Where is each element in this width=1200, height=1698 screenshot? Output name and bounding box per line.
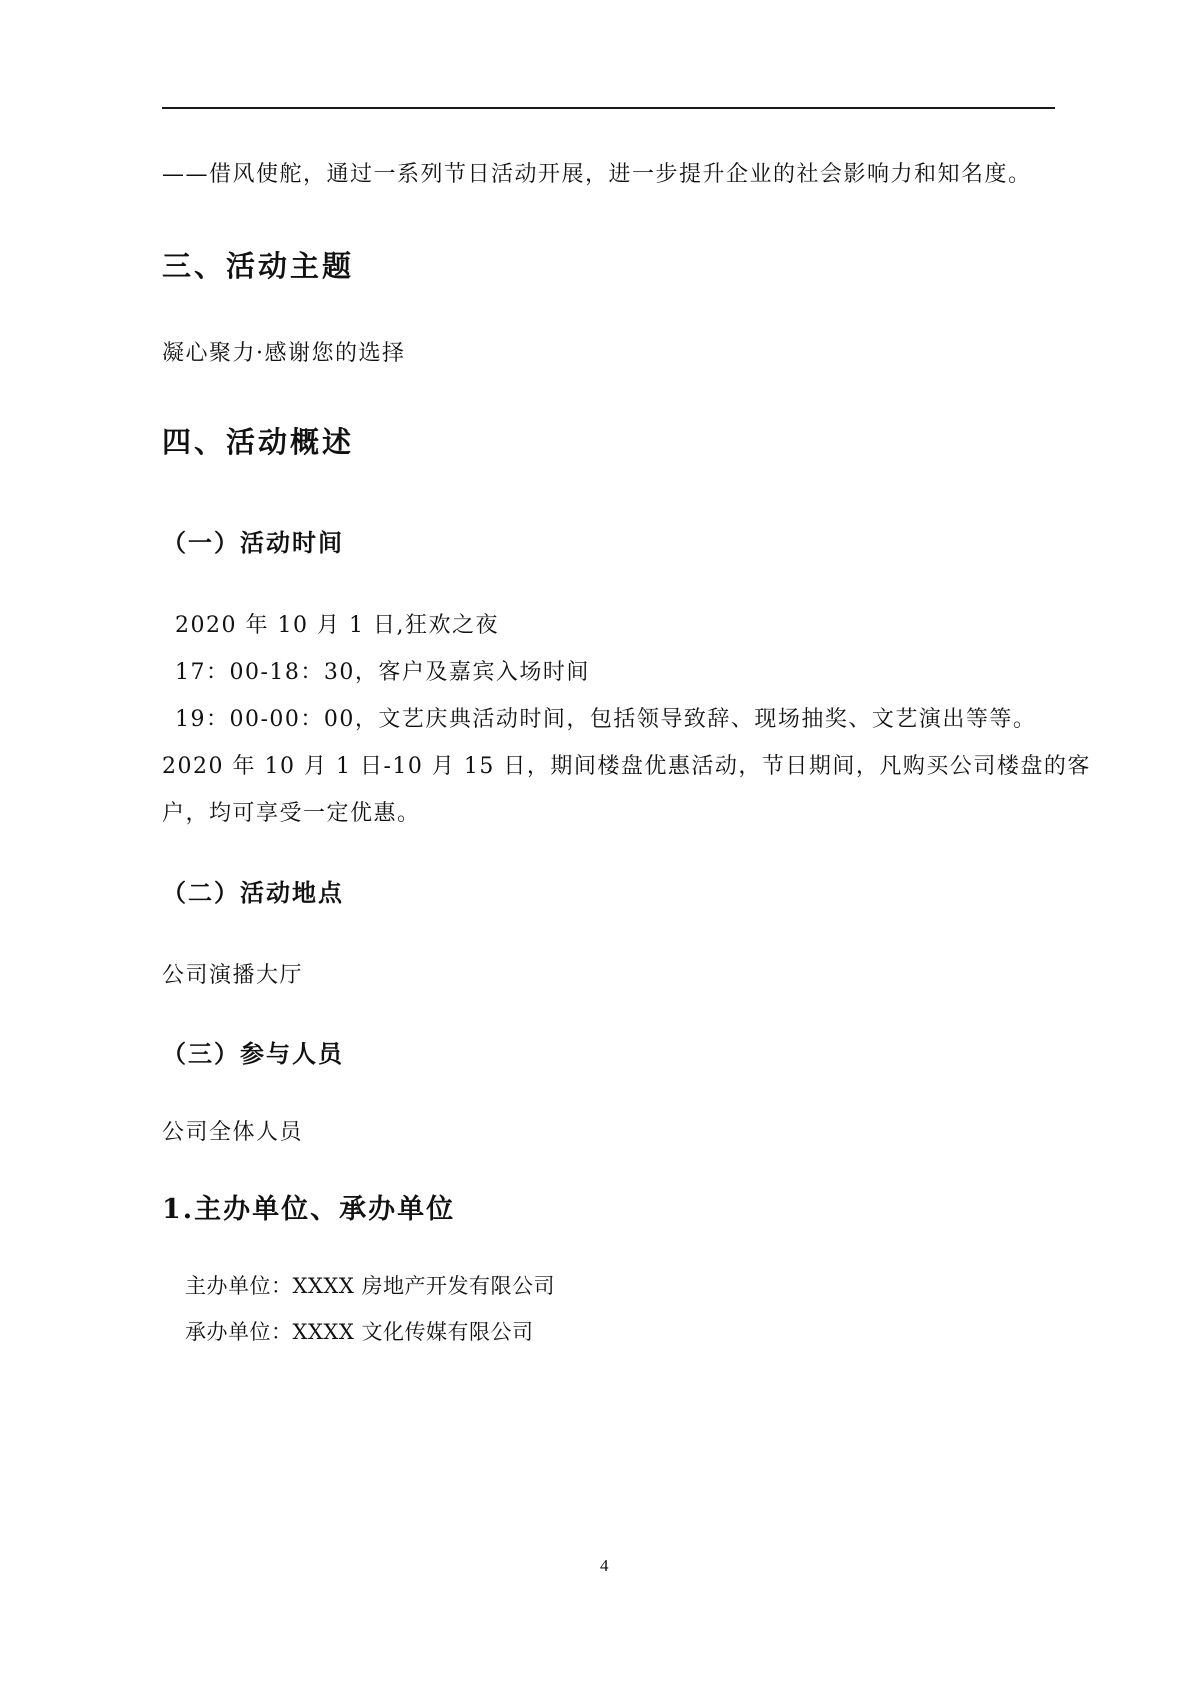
page-number: 4 [600,1556,609,1575]
section-3-heading: 三、活动主题 [162,249,355,283]
time-line-1: 2020 年 10 月 1 日,狂欢之夜 [175,613,499,638]
participants-content: 公司全体人员 [162,1120,304,1145]
time-line-2: 17：00-18：30，客户及嘉宾入场时间 [175,660,590,685]
subsection-participants-heading: （三）参与人员 [162,1039,344,1068]
section-4-heading: 四、活动概述 [162,425,355,459]
subsection-location-heading: （二）活动地点 [162,878,344,907]
time-line-4: 2020 年 10 月 1 日-10 月 15 日，期间楼盘优惠活动，节日期间，凡购买公司楼盘的客 [162,754,1091,779]
section-3-content: 凝心聚力·感谢您的选择 [162,341,406,366]
time-line-5: 户，均可享受一定优惠。 [162,801,421,826]
time-line-3: 19：00-00：00，文艺庆典活动时间，包括领导致辞、现场抽奖、文艺演出等等。 [175,707,1037,732]
subsection-time-heading: （一）活动时间 [162,528,344,557]
host-line: 主办单位：XXXX 房地产开发有限公司 [185,1274,555,1298]
organizer-line: 承办单位：XXXX 文化传媒有限公司 [185,1320,534,1344]
location-content: 公司演播大厅 [162,963,304,988]
header-rule [162,107,1055,109]
organizers-heading: 1.主办单位、承办单位 [162,1194,456,1225]
intro-line: ——借风使舵，通过一系列节日活动开展，进一步提升企业的社会影响力和知名度。 [162,162,1032,187]
